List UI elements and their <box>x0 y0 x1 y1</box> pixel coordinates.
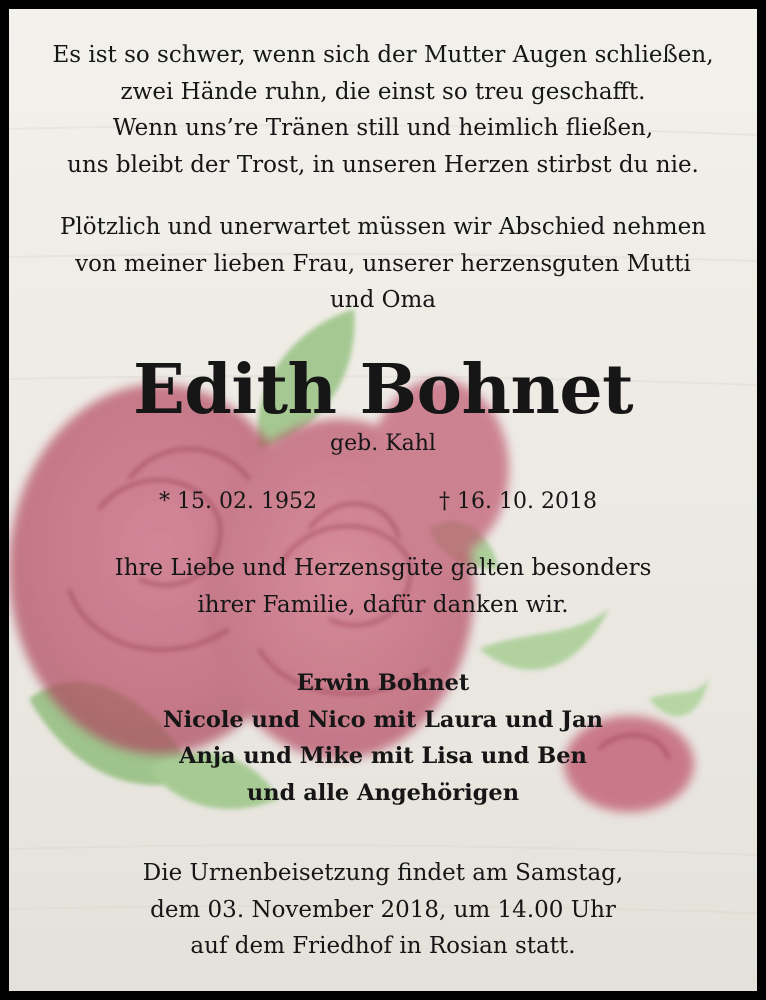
birth-date: * 15. 02. 1952 <box>159 489 317 514</box>
closing-line: Ihre Liebe und Herzensgüte galten besonders <box>114 555 652 581</box>
funeral-line: auf dem Friedhof in Rosian statt. <box>190 933 576 960</box>
poem-line: uns bleibt der Trost, in unseren Herzen stirbst du nie. <box>67 152 699 179</box>
maiden-name: geb. Kahl <box>330 431 436 456</box>
poem-line: Es ist so schwer, wenn sich der Mutter Augen schließen, <box>52 42 714 68</box>
closing-line: ihrer Familie, dafür danken wir. <box>197 591 569 618</box>
death-date: † 16. 10. 2018 <box>439 489 597 514</box>
obituary-notice <box>9 9 757 991</box>
signatory-line: Nicole und Nico mit Laura und Jan <box>163 706 603 733</box>
funeral-info <box>9 855 757 965</box>
signatory-line: Anja und Mike mit Lisa und Ben <box>179 743 587 770</box>
poem <box>9 37 757 184</box>
deceased-name: Edith Bohnet <box>132 350 634 430</box>
intro-line: und Oma <box>329 287 437 314</box>
poem-line: Wenn uns’re Tränen still und heimlich fließen, <box>112 115 654 142</box>
signatory-line: und alle Angehörigen <box>246 780 520 807</box>
poem-line: zwei Hände ruhn, die einst so treu geschafft. <box>120 78 646 105</box>
intro-line: von meiner lieben Frau, unserer herzensguten Mutti <box>75 250 691 277</box>
signatory-line: Erwin Bohnet <box>296 670 470 696</box>
intro-text <box>9 209 757 319</box>
closing-text <box>9 550 757 623</box>
funeral-line: dem 03. November 2018, um 14.00 Uhr <box>150 896 616 923</box>
funeral-line: Die Urnenbeisetzung findet am Samstag, <box>142 860 624 886</box>
intro-line: Plötzlich und unerwartet müssen wir Abschied nehmen <box>59 214 707 240</box>
signatories <box>9 665 757 812</box>
